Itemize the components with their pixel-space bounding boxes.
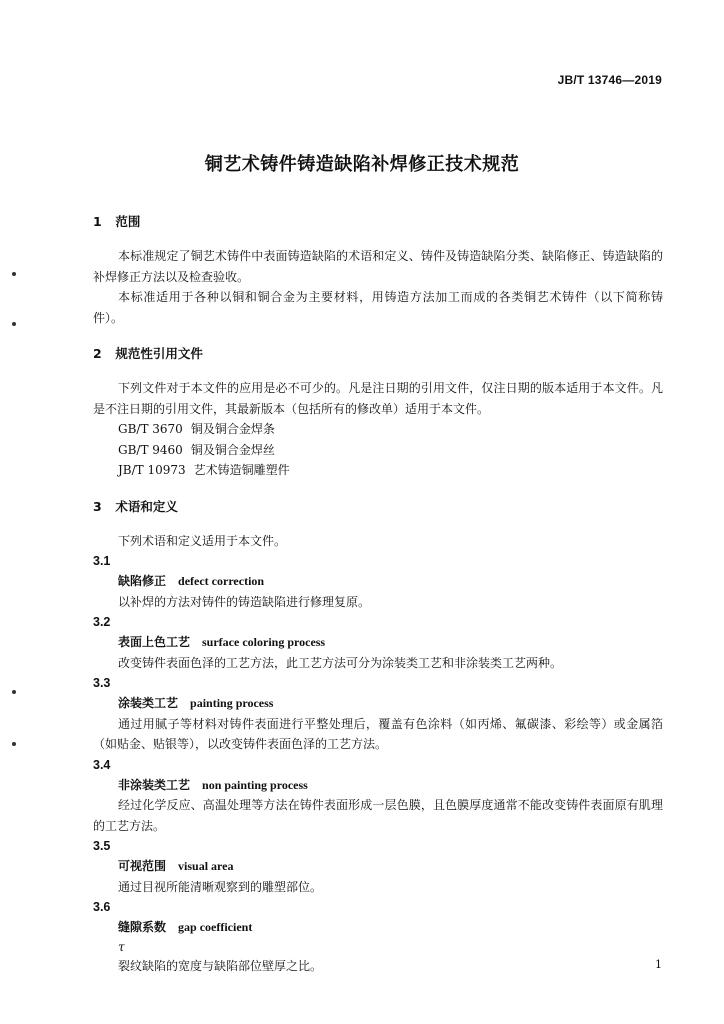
term-zh: 缺陷修正 <box>118 574 167 588</box>
section-heading <box>93 497 663 517</box>
section-heading <box>93 344 663 364</box>
reference-list <box>93 419 663 481</box>
scan-mark <box>12 272 16 276</box>
paragraph: 本标准规定了铜艺术铸件中表面铸造缺陷的术语和定义、铸件及铸造缺陷分类、缺陷修正、铸造缺陷的补焊修正方法以及检查验收。 <box>93 249 663 284</box>
term-heading <box>93 856 663 877</box>
term-definition: 通过目视所能清晰观察到的雕塑部位。 <box>118 879 323 894</box>
term-en: visual area <box>178 859 234 873</box>
term-number: 3.5 <box>93 839 111 853</box>
page-number: 1 <box>655 958 662 971</box>
term-definition: 以补焊的方法对铸件的铸造缺陷进行修理复原。 <box>118 594 371 609</box>
term-definition: 裂纹缺陷的宽度与缺陷部位壁厚之比。 <box>118 958 323 973</box>
reference-name: 铜及铜合金焊条 <box>190 422 275 436</box>
term-definition: 改变铸件表面色泽的工艺方法，此工艺方法可分为涂装类工艺和非涂装类工艺两种。 <box>118 655 563 670</box>
term-en: painting process <box>190 696 274 710</box>
term-definition: 经过化学反应、高温处理等方法在铸件表面形成一层色膜，且色膜厚度通常不能改变铸件表面原有肌理的工艺方法。 <box>93 798 663 833</box>
reference-item <box>93 440 663 461</box>
term-zh: 表面上色工艺 <box>118 635 191 649</box>
term-en: surface coloring process <box>202 635 326 649</box>
section-references <box>93 344 663 481</box>
reference-code: GB/T 9460 <box>118 442 183 457</box>
term-symbol: τ <box>118 939 125 954</box>
reference-code: GB/T 3670 <box>118 422 183 436</box>
section-title: 规范性引用文件 <box>115 346 203 361</box>
term-number: 3.1 <box>93 554 111 568</box>
term-number: 3.4 <box>93 757 111 772</box>
paragraph: 下列文件对于本文件的应用是必不可少的。凡是注日期的引用文件，仅注日期的版本适用于本文件。凡是不注日期的引用文件，其最新版本（包括所有的修改单）适用于本文件。 <box>93 381 663 416</box>
term-number: 3.2 <box>93 615 111 629</box>
reference-item <box>93 460 663 481</box>
term-heading <box>93 632 663 653</box>
term-definition: 通过用腻子等材料对铸件表面进行平整处理后，覆盖有色涂料（如丙烯、氟碳漆、彩绘等）或金属箔（如贴金、贴银等），以改变铸件表面色泽的工艺方法。 <box>93 716 663 751</box>
reference-item <box>93 419 663 440</box>
paragraph: 本标准适用于各种以铜和铜合金为主要材料，用铸造方法加工而成的各类铜艺术铸件（以下简称铸件）。 <box>93 290 663 325</box>
term-en: gap coefficient <box>178 920 253 934</box>
term-entry <box>93 836 663 897</box>
term-entry <box>93 612 663 673</box>
section-title: 范围 <box>115 214 141 229</box>
term-zh: 缝隙系数 <box>118 920 167 934</box>
term-entry <box>93 551 663 612</box>
section-heading <box>93 212 663 232</box>
section-scope <box>93 212 663 328</box>
document-body <box>93 212 663 976</box>
section-number: 1 <box>93 214 102 229</box>
scan-mark <box>12 322 16 326</box>
reference-code: JB/T 10973 <box>118 463 186 477</box>
section-number: 3 <box>93 498 102 514</box>
term-zh: 涂装类工艺 <box>118 696 179 710</box>
section-terms <box>93 497 663 977</box>
term-heading <box>93 917 663 938</box>
term-number: 3.6 <box>93 900 111 914</box>
term-en: defect correction <box>178 574 265 588</box>
term-zh: 非涂装类工艺 <box>118 777 191 792</box>
document-title: 铜艺术铸件铸造缺陷补焊修正技术规范 <box>204 154 520 175</box>
term-heading <box>93 775 663 796</box>
reference-name: 铜及铜合金焊丝 <box>190 442 275 457</box>
term-number: 3.3 <box>93 676 111 690</box>
section-number: 2 <box>93 346 102 361</box>
section-title: 术语和定义 <box>115 498 178 514</box>
term-entry <box>93 897 663 976</box>
term-zh: 可视范围 <box>118 859 167 873</box>
term-entry <box>93 673 663 755</box>
paragraph: 下列术语和定义适用于本文件。 <box>118 533 287 548</box>
scan-mark <box>12 742 16 746</box>
reference-name: 艺术铸造铜雕塑件 <box>193 463 290 477</box>
term-heading <box>93 571 663 592</box>
scan-mark <box>12 690 16 694</box>
term-en: non painting process <box>202 777 308 792</box>
standard-number: JB/T 13746—2019 <box>557 73 662 87</box>
term-heading <box>93 693 663 714</box>
term-entry <box>93 755 663 837</box>
